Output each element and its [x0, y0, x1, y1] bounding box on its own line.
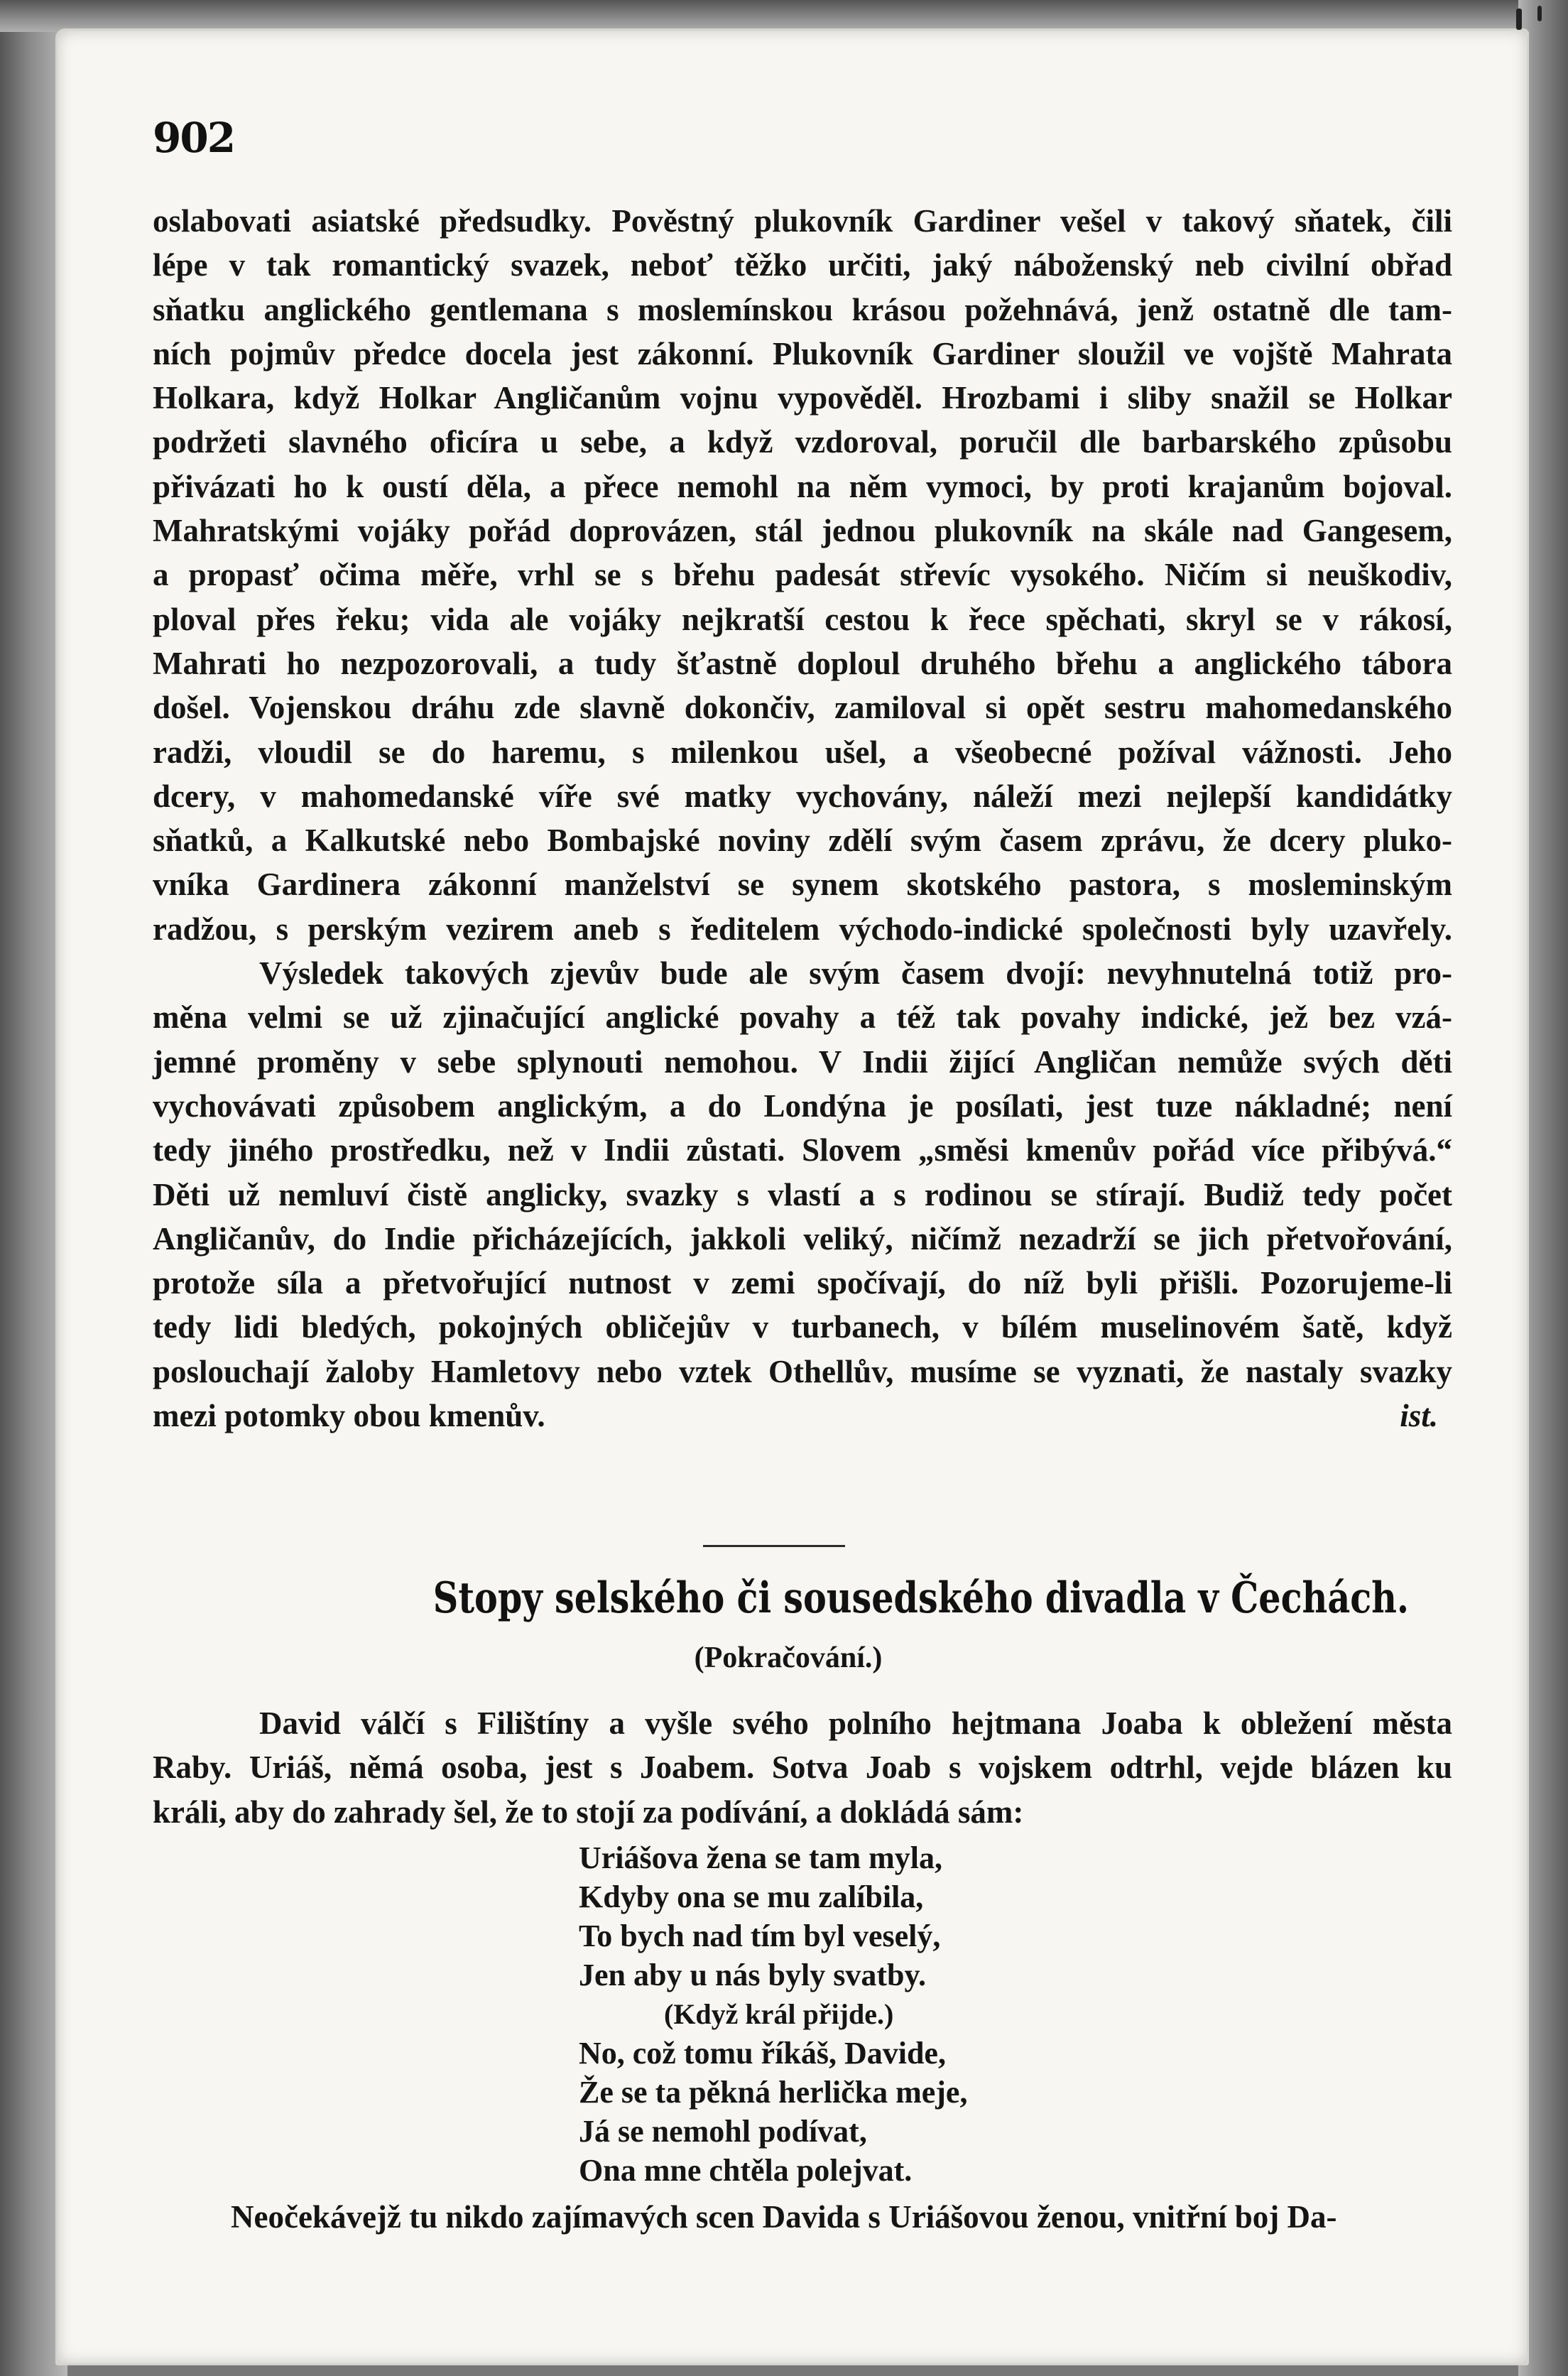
- article-line: lépe v tak romantický svazek, neboť těžko určiti, jaký náboženský neb civilní obřad: [153, 247, 1452, 283]
- article-line: tedy jiného prostředku, než v Indii zůstati. Slovem „směsi kmenův pořád více přibývá.“: [153, 1132, 1452, 1168]
- section-line: David válčí s Filištíny a vyšle svého polního hejtmana Joaba k obležení města: [259, 1705, 1452, 1741]
- article-line: Mahratskými vojáky pořád doprovázen, stál jednou plukovník na skále nad Gangesem,: [153, 513, 1452, 549]
- section-subtitle: (Pokračování.): [694, 1642, 883, 1674]
- article-line: došel. Vojenskou dráhu zde slavně dokončiv, zamiloval si opět sestru mahomedanského: [153, 690, 1452, 726]
- article-signature: ist.: [1400, 1398, 1438, 1434]
- article-line: Výsledek takových zjevův bude ale svým časem dvojí: nevyhnutelná totiž pro-: [259, 955, 1452, 992]
- article-line: sňatku anglického gentlemana s moslemínskou krásou požehnává, jenž ostatně dle tam-: [153, 291, 1452, 327]
- verse-line: Já se nemohl podívat,: [579, 2114, 867, 2149]
- article-last-line: [153, 1394, 1452, 1438]
- stage-direction: (Když král přijde.): [664, 1998, 894, 2030]
- article-line: Děti už nemluví čistě anglicky, svazky s vlastí a s rodinou se stírají. Budiž tedy počet: [153, 1176, 1452, 1213]
- page-number: 902: [153, 114, 235, 162]
- closing-line: Neočekávejž tu nikdo zajímavých scen Davida s Uriášovou ženou, vnitřní boj Da-: [231, 2199, 1337, 2235]
- scan-shadow-top: [0, 0, 1568, 32]
- verse-block: [579, 1838, 1218, 2190]
- article-line: Holkara, když Holkar Angličanům vojnu vypověděl. Hrozbami i sliby snažil se Holkar: [153, 380, 1452, 416]
- article-line: ních pojmův předce docela jest zákonní. Plukovník Gardiner sloužil ve vojště Mahrata: [153, 335, 1452, 371]
- scan-speck: [1537, 6, 1542, 21]
- section-title: Stopy selského či sousedského divadla v Čechách.: [432, 1573, 1410, 1623]
- verse-line: Že se ta pěkná herlička meje,: [579, 2075, 968, 2110]
- article-line: oslabovati asiatské předsudky. Pověstný plukovník Gardiner vešel v takový sňatek, čili: [153, 203, 1452, 239]
- scan-speck: [1516, 9, 1522, 30]
- verse-line: Jen aby u nás byly svatby.: [579, 1958, 927, 1992]
- article-line: dcery, v mahomedanské víře své matky vychovány, náleží mezi nejlepší kandidátky: [153, 778, 1452, 814]
- article-line: sňatků, a Kalkutské nebo Bombajské noviny zdělí svým časem zprávu, že dcery pluko-: [153, 823, 1452, 859]
- article-line: vychovávati způsobem anglickým, a do Londýna je posílati, jest tuze nákladné; není: [153, 1087, 1452, 1124]
- section-line: králi, aby do zahrady šel, že to stojí za podívání, a dokládá sám:: [153, 1794, 1024, 1830]
- verse-line: To bych nad tím byl veselý,: [579, 1919, 941, 1953]
- article-line: měna velmi se už zjinačující anglické povahy a též tak povahy indické, jež bez vzá-: [153, 999, 1452, 1036]
- article-line: mezi potomky obou kmenův.: [153, 1398, 545, 1434]
- article-line: Mahrati ho nezpozorovali, a tudy šťastně doploul druhého břehu a anglického tábora: [153, 645, 1452, 681]
- article-line: přivázati ho k oustí děla, a přece nemohl na něm vymoci, by proti krajanům bojoval.: [153, 468, 1452, 504]
- verse-line: No, což tomu říkáš, Davide,: [579, 2036, 946, 2071]
- section-intro: [153, 1701, 1452, 1834]
- section-divider: [703, 1545, 845, 1547]
- article-line: tedy lidi bledých, pokojných obličejův v turbanech, v bílém muselinovém šatě, když: [153, 1309, 1452, 1345]
- verse-line: Uriášova žena se tam myla,: [579, 1840, 943, 1875]
- article-line: podržeti slavného oficíra u sebe, a když vzdoroval, poručil dle barbarského způsobu: [153, 424, 1452, 460]
- article-line: protože síla a přetvořující nutnost v zemi spočívají, do níž byli přišli. Pozorujeme-li: [153, 1265, 1452, 1301]
- verse-line: Kdyby ona se mu zalíbila,: [579, 1879, 924, 1914]
- article-line: vníka Gardinera zákonní manželství se synem skotského pastora, s mosleminským: [153, 867, 1452, 903]
- article-line: poslouchají žaloby Hamletovy nebo vztek Othellův, musíme se vyznati, že nastaly svazky: [153, 1353, 1452, 1389]
- section-line: Raby. Uriáš, němá osoba, jest s Joabem. Sotva Joab s vojskem odtrhl, vejde blázen ku: [153, 1750, 1452, 1786]
- article-line: radži, vloudil se do haremu, s milenkou ušel, a všeobecné požíval vážnosti. Jeho: [153, 734, 1452, 770]
- article-line: Angličanův, do Indie přicházejících, jakkoli veliký, ničímž nezadrží se jich přetvořování,: [153, 1220, 1452, 1257]
- article-line: a propasť očima měře, vrhl se s břehu padesát střevíc vysokého. Ničím si neuškodiv,: [153, 557, 1452, 593]
- verse-line: Ona mne chtěla polejvat.: [579, 2153, 913, 2188]
- article-line: radžou, s perským vezirem aneb s ředitelem východo-indické společnosti byly uzavřely.: [153, 911, 1452, 947]
- article-line: ploval přes řeku; vida ale vojáky nejkratší cestou k řece spěchati, skryl se v rákosí,: [153, 601, 1452, 637]
- article-body: [153, 199, 1452, 1438]
- article-line: jemné proměny v sebe splynouti nemohou. V Indii žijící Angličan nemůže svých děti: [153, 1043, 1452, 1080]
